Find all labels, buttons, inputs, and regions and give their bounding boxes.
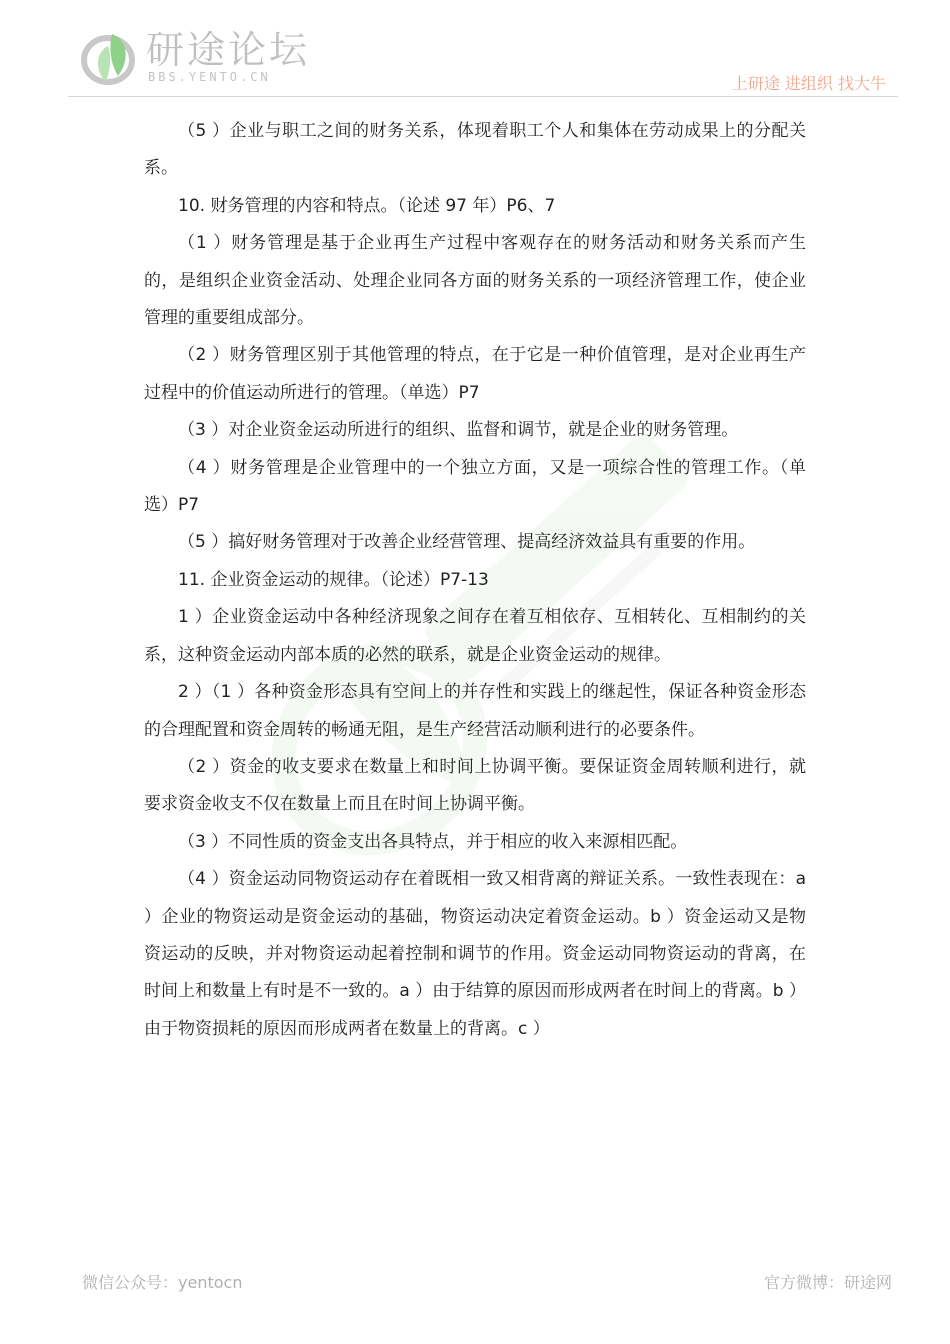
- document-body: [144, 113, 806, 1048]
- site-logo[interactable]: [78, 26, 338, 90]
- paragraph-10-1: （1 ）财务管理是基于企业再生产过程中客观存在的财务活动和财务关系而产生的，是组织企业资金活动、处理企业同各方面的财务关系的一项经济管理工作，使企业管理的重要组成部分。: [144, 233, 806, 329]
- paragraph-10-2: （2 ）财务管理区别于其他管理的特点，在于它是一种价值管理，是对企业再生产过程中的价值运动所进行的管理。（单选）P7: [144, 345, 806, 403]
- paragraph-10-4: （4 ）财务管理是企业管理中的一个独立方面，又是一项综合性的管理工作。（单选）P7: [144, 457, 806, 516]
- footer-weibo: 官方微博：研途网: [763, 1273, 892, 1292]
- heading-question-11: 11. 企业资金运动的规律。（论述）P7-13: [178, 569, 489, 590]
- footer-wechat: 微信公众号：yentocn: [82, 1273, 243, 1292]
- paragraph-10-5: （5 ）搞好财务管理对于改善企业经营管理、提高经济效益具有重要的作用。: [178, 532, 756, 553]
- logo-title: 研途论坛: [146, 28, 311, 72]
- header-divider: [68, 96, 898, 97]
- paragraph-11-1: 1 ）企业资金运动中各种经济现象之间存在着互相依存、互相转化、互相制约的关系，这种资金运动内部本质的必然的联系，就是企业资金运动的规律。: [144, 607, 806, 665]
- paragraph-11-2-3: （3 ）不同性质的资金支出各具特点，并于相应的收入来源相匹配。: [178, 831, 688, 852]
- leaf-logo-icon: [78, 26, 142, 90]
- heading-question-10: 10. 财务管理的内容和特点。（论述 97 年）P6、7: [178, 195, 556, 216]
- paragraph-employee-relations: （5 ）企业与职工之间的财务关系，体现着职工个人和集体在劳动成果上的分配关系。: [144, 121, 806, 179]
- paragraph-10-3: （3 ）对企业资金运动所进行的组织、监督和调节，就是企业的财务管理。: [178, 420, 739, 441]
- paragraph-11-2-4: （4 ）资金运动同物资运动存在着既相一致又相背离的辩证关系。一致性表现在：a ）企业的物资运动是资金运动的基础，物资运动决定着资金运动。b ）资金运动又是物资运动的反映，并对物资运动起着控制和调节的作用。资金运动同物资运动的背离，在时间上和数量上有时是不一致的。a ）由于结算的原因而形成两者在时间上的背离。b ）由于物资损耗的原因而形成两者在数量上的背离。c ）: [144, 869, 806, 1039]
- logo-subtitle: BBS.YENTO.CN: [148, 70, 271, 84]
- paragraph-11-2-2: （2 ）资金的收支要求在数量上和时间上协调平衡。要保证资金周转顺利进行，就要求资金收支不仅在数量上而且在时间上协调平衡。: [144, 756, 806, 815]
- page-header: [0, 0, 950, 100]
- header-slogan: 上研途 进组织 找大牛: [731, 74, 886, 93]
- paragraph-11-2-1: 2 ）（1 ）各种资金形态具有空间上的并存性和实践上的继起性，保证各种资金形态的合理配置和资金周转的畅通无阻，是生产经营活动顺利进行的必要条件。: [144, 682, 806, 740]
